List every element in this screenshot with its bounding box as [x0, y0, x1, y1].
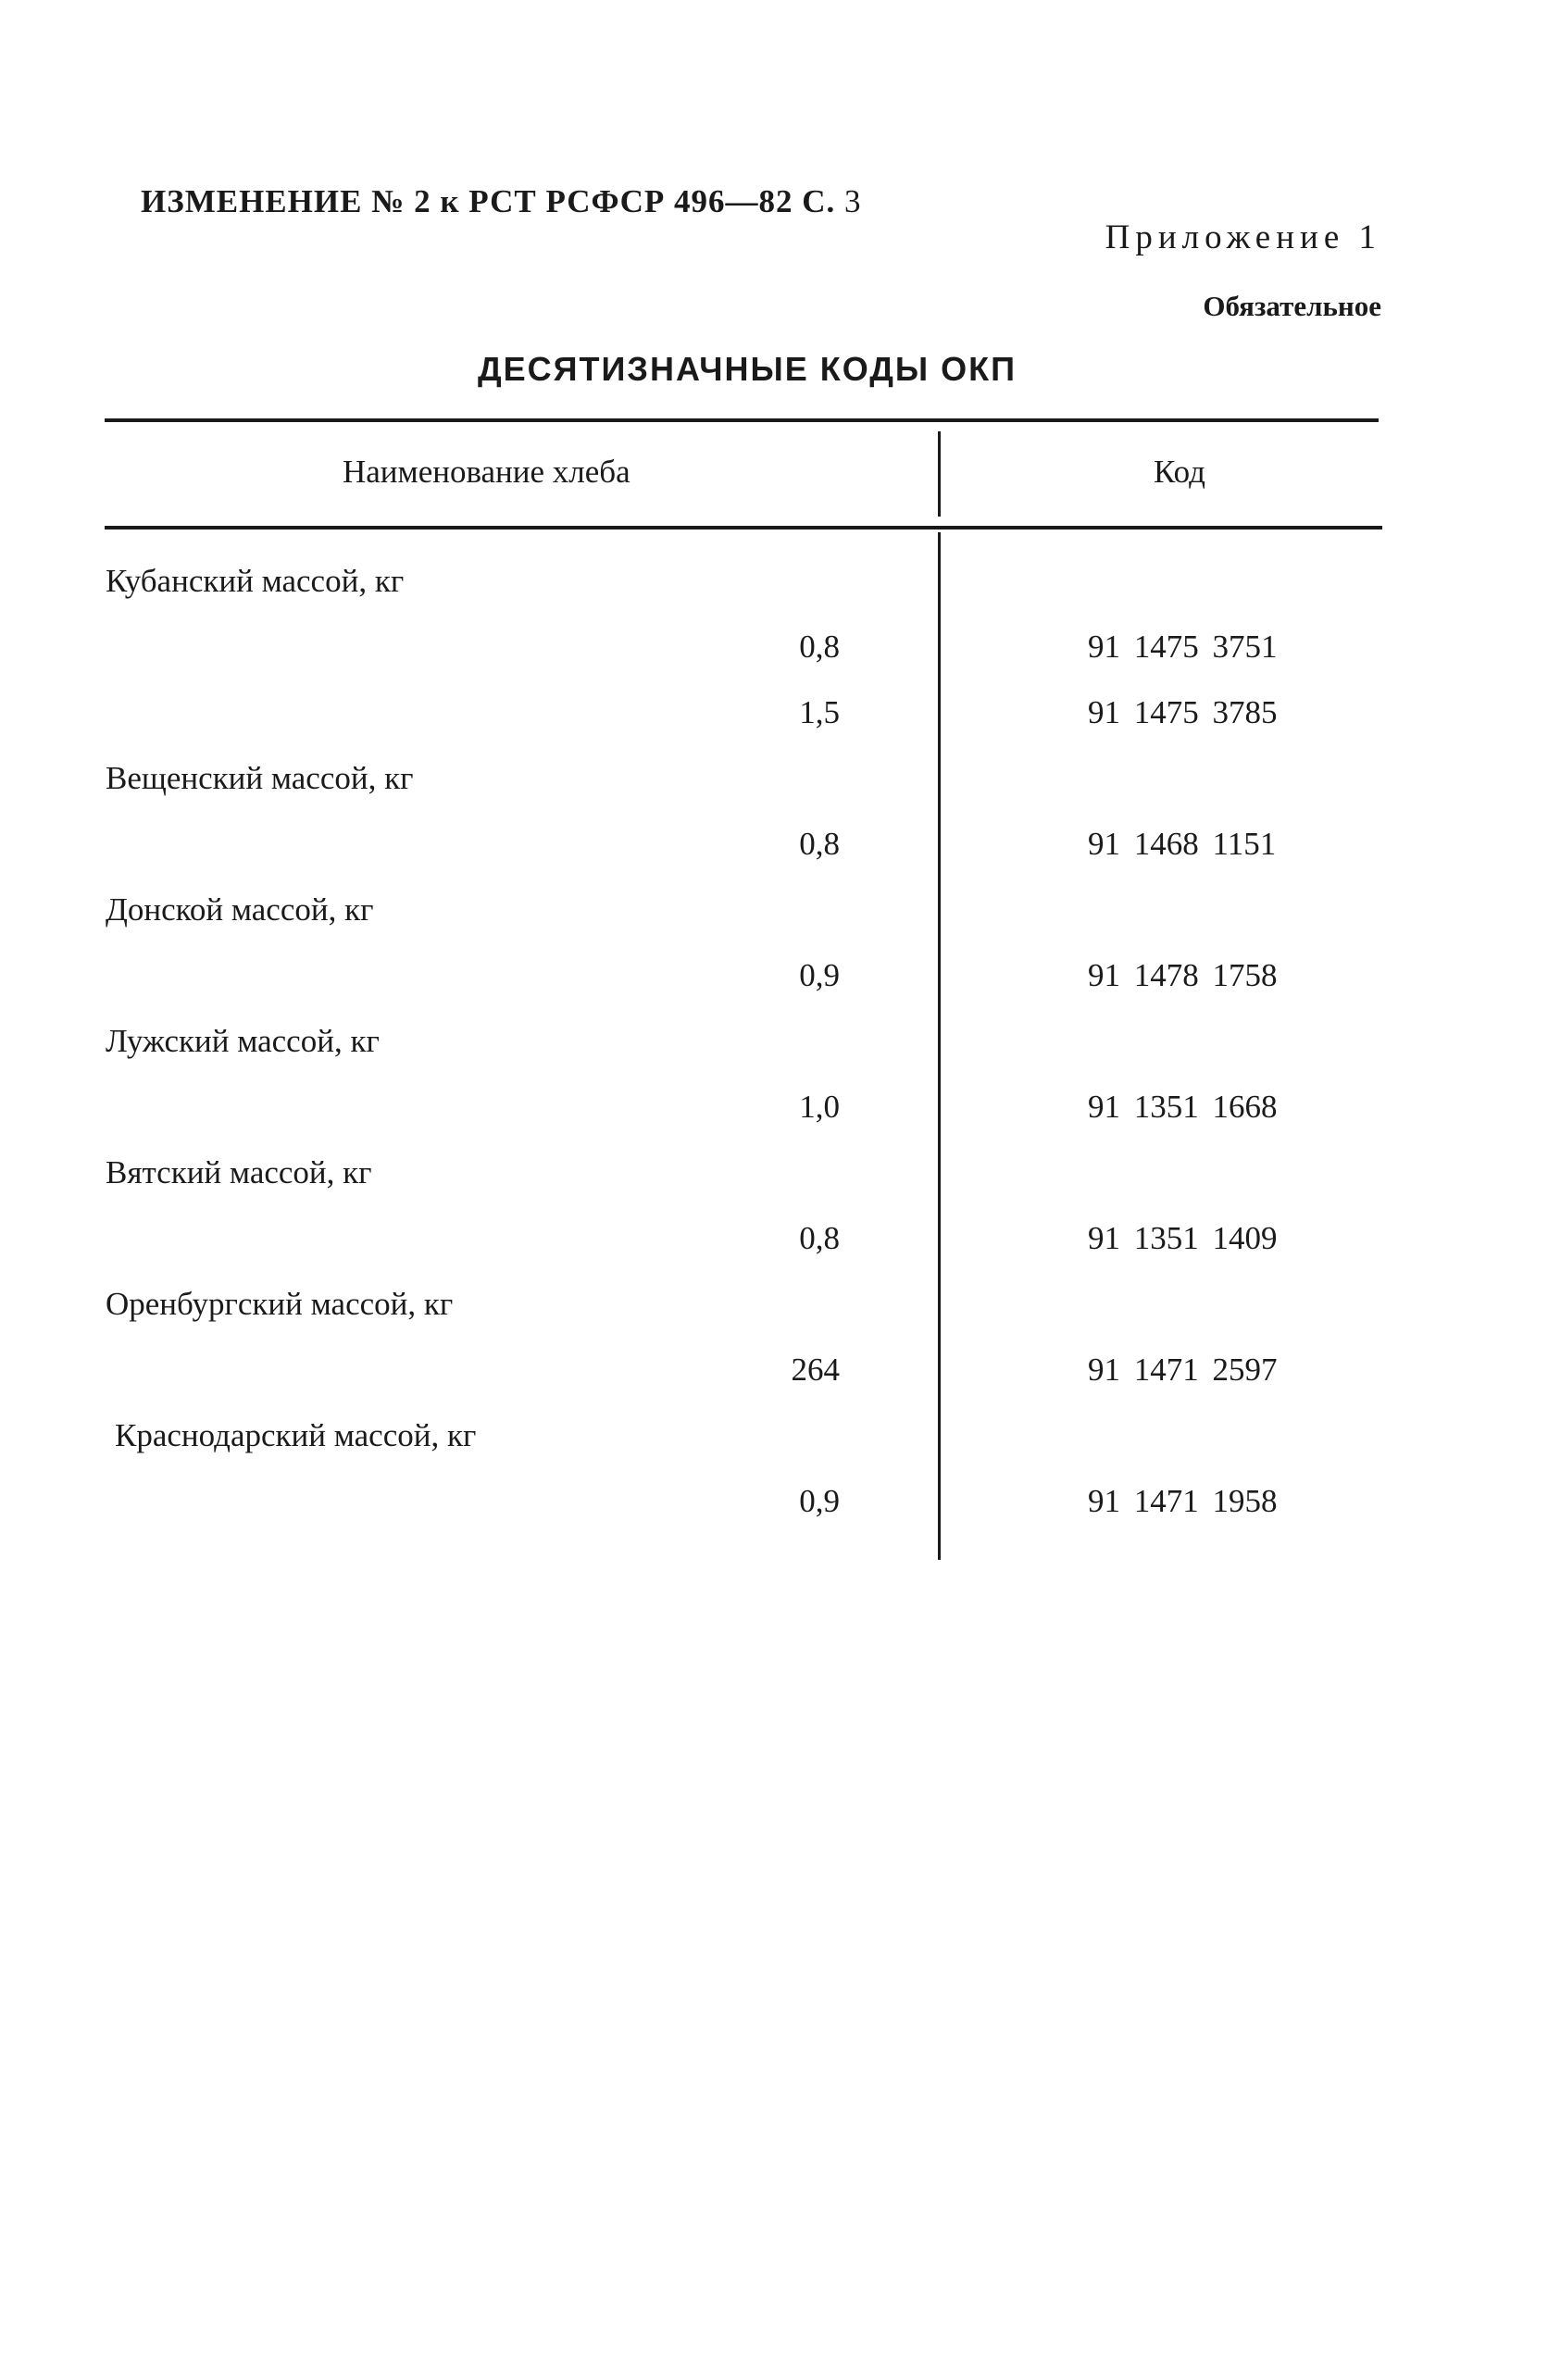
- okp-code: 91 1471 1958: [1088, 1483, 1278, 1519]
- okp-code: 91 1475 3751: [1088, 629, 1278, 665]
- product-name: Кубанский массой, кг: [106, 563, 405, 599]
- okp-code: 91 1471 2597: [1088, 1352, 1278, 1388]
- product-name: Оренбургский массой, кг: [106, 1286, 454, 1322]
- table-header-divider: [938, 431, 941, 517]
- mass-code-row: [0, 818, 1548, 884]
- product-name: Вятский массой, кг: [106, 1154, 372, 1190]
- product-row: [0, 884, 1548, 950]
- document-title: ДЕСЯТИЗНАЧНЫЕ КОДЫ ОКП: [478, 350, 1017, 388]
- product-row: [0, 1016, 1548, 1081]
- table-top-rule: [105, 418, 1379, 422]
- mass-value: 1,0: [799, 1089, 840, 1125]
- mass-code-row: [0, 1081, 1548, 1147]
- okp-code: 91 1351 1409: [1088, 1220, 1278, 1256]
- okp-code: 91 1468 1151: [1088, 826, 1277, 862]
- product-row: [0, 1147, 1548, 1213]
- header-page-number: 3: [844, 183, 862, 219]
- okp-code: 91 1351 1668: [1088, 1089, 1278, 1125]
- okp-code: 91 1478 1758: [1088, 957, 1278, 993]
- page-header: [141, 183, 862, 220]
- mass-code-row: [0, 1344, 1548, 1410]
- table-body: [0, 555, 1548, 1541]
- product-row: [0, 1410, 1548, 1476]
- okp-code: 91 1475 3785: [1088, 694, 1278, 730]
- header-title: ИЗМЕНЕНИЕ № 2 к РСТ РСФСР 496—82 С.: [141, 183, 836, 219]
- product-name: Донской массой, кг: [106, 891, 374, 928]
- column-header-code: Код: [1154, 454, 1205, 490]
- mass-value: 0,9: [799, 957, 840, 993]
- column-header-name: Наименование хлеба: [343, 454, 630, 490]
- mass-value: 1,5: [799, 694, 840, 730]
- table-header-rule: [105, 526, 1382, 530]
- mass-value: 0,8: [799, 629, 840, 665]
- product-name: Краснодарский массой, кг: [115, 1417, 477, 1453]
- appendix-status: Обязательное: [1203, 290, 1381, 322]
- product-name: Лужский массой, кг: [106, 1023, 380, 1059]
- mass-value: 0,9: [799, 1483, 840, 1519]
- mass-code-row: [0, 1213, 1548, 1278]
- product-name: Вещенский массой, кг: [106, 760, 414, 796]
- mass-code-row: [0, 687, 1548, 753]
- product-row: [0, 555, 1548, 621]
- mass-value: 0,8: [799, 1220, 840, 1256]
- mass-code-row: [0, 950, 1548, 1016]
- product-row: [0, 1278, 1548, 1344]
- product-row: [0, 753, 1548, 818]
- appendix-label: Приложение 1: [1105, 218, 1381, 256]
- mass-value: 264: [791, 1352, 840, 1388]
- mass-code-row: [0, 1476, 1548, 1541]
- mass-code-row: [0, 621, 1548, 687]
- mass-value: 0,8: [799, 826, 840, 862]
